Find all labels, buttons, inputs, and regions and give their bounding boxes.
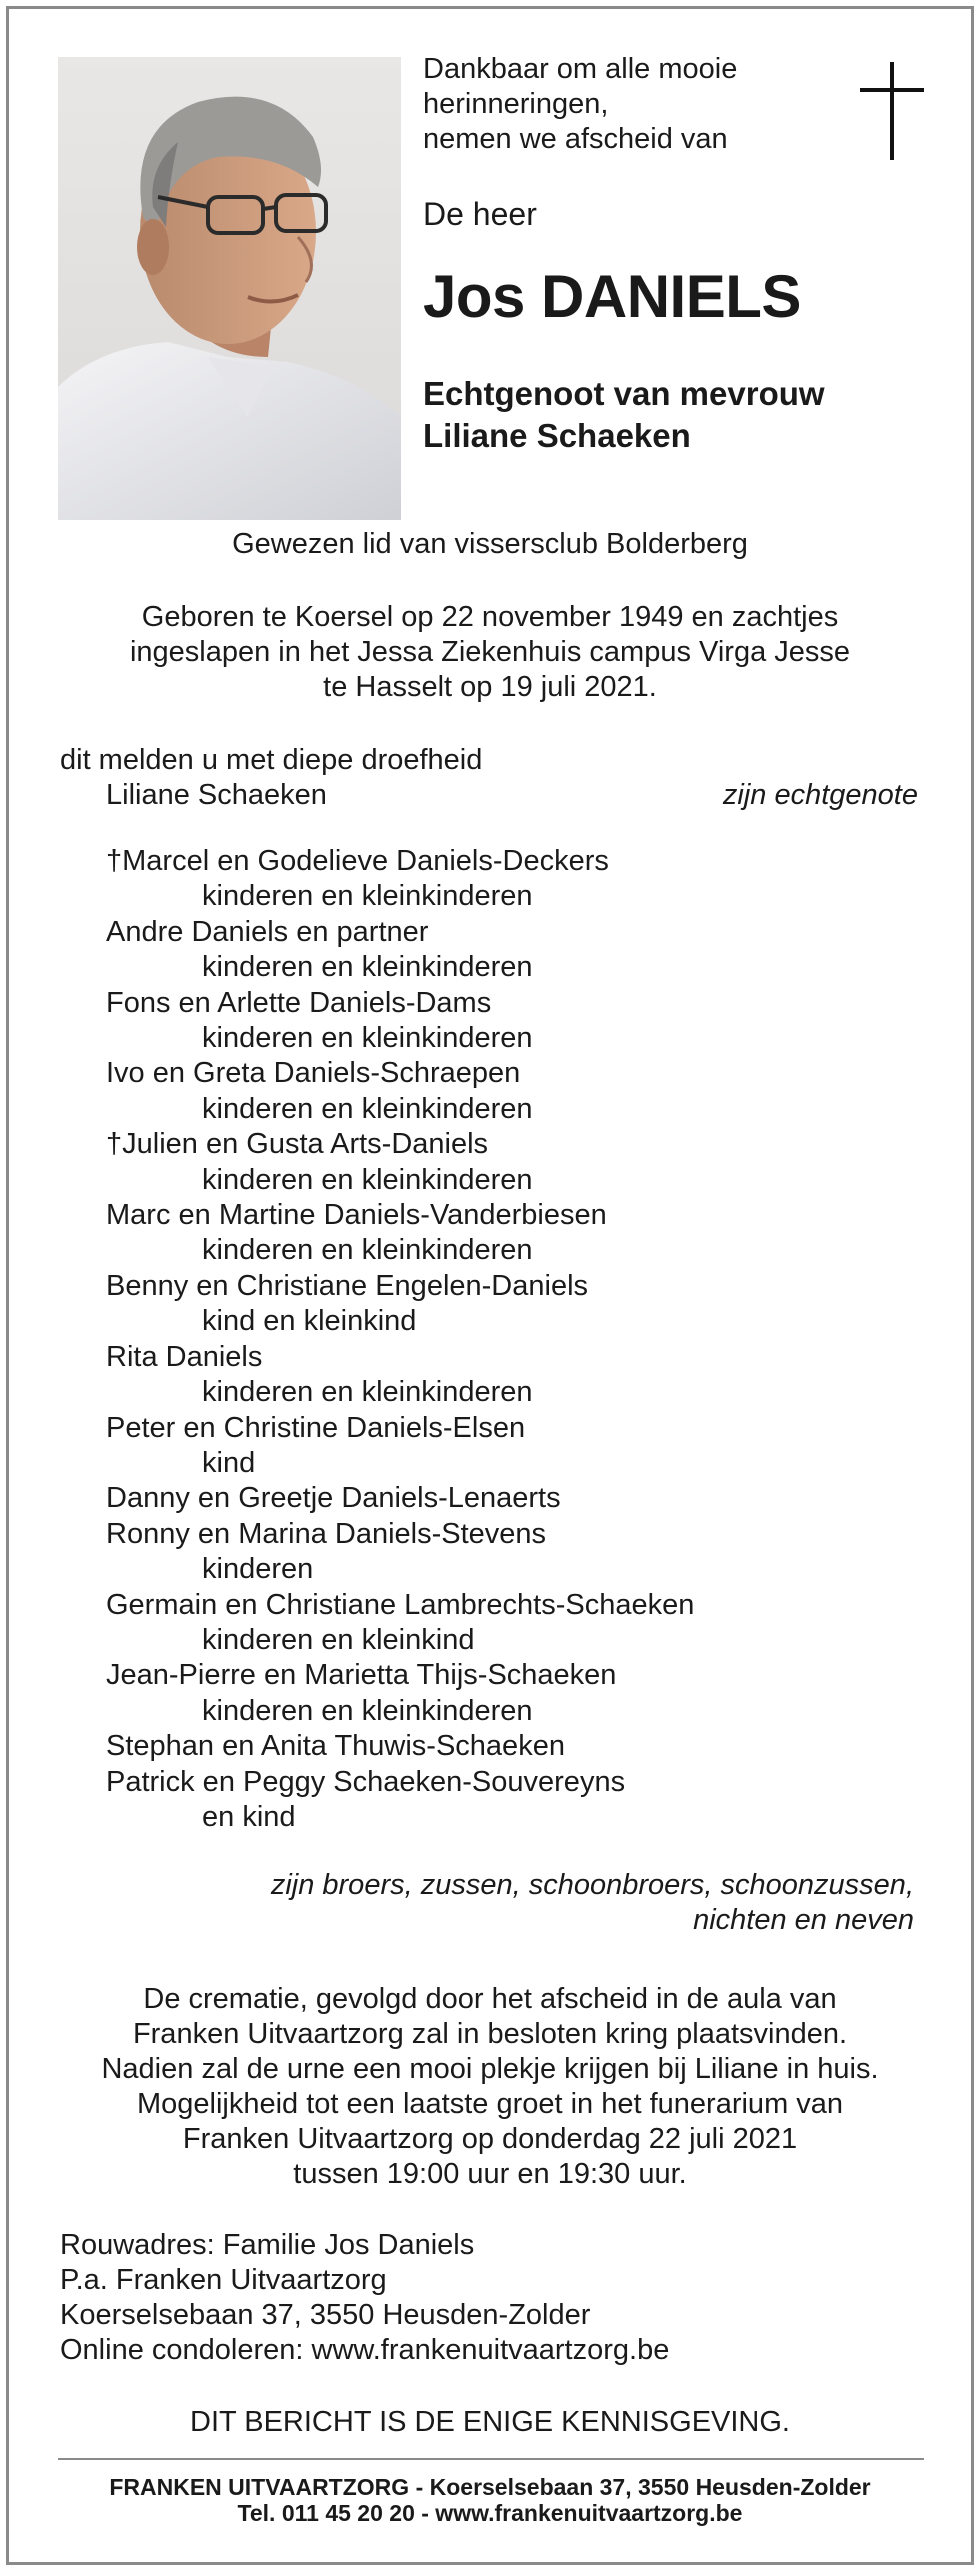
birth-info [0,600,980,705]
family-member: Ronny en Marina Daniels-Stevens [106,1517,547,1550]
address-line: Online condoleren: www.frankenuitvaartzorg.be [60,2334,670,2366]
family-member: Danny en Greetje Daniels-Lenaerts [106,1482,561,1515]
family-member: Jean-Pierre en Marietta Thijs-Schaeken [106,1659,617,1692]
relatives [271,1868,914,1938]
mourning-address [60,2228,669,2368]
portrait-illustration [58,57,401,520]
family-member-descendants: kinderen en kleinkinderen [202,1092,533,1125]
footer-line: FRANKEN UITVAARTZORG - Koerselsebaan 37, 3550 Heusden-Zolder [109,2474,871,2500]
birth-line: Geboren te Koersel op 22 november 1949 en zachtjes [141,601,839,633]
announce-intro: dit melden u met diepe droefheid [60,744,483,776]
ceremony-line: tussen 19:00 uur en 19:30 uur. [293,2158,687,2190]
address-line: Rouwadres: Familie Jos Daniels [60,2229,475,2261]
family-member: Andre Daniels en partner [106,915,429,948]
footer-divider [58,2458,924,2460]
ceremony-line: De crematie, gevolgd door het afscheid in de aula van [143,1983,837,2015]
announce-spouse: Liliane Schaeken [106,779,327,811]
family-member: Ivo en Greta Daniels-Schraepen [106,1057,521,1090]
portrait-photo [58,57,401,520]
family-list [106,844,694,1835]
notice-text: DIT BERICHT IS DE ENIGE KENNISGEVING. [190,2406,790,2438]
membership-text: Gewezen lid van vissersclub Bolderberg [232,528,748,560]
intro-line: nemen we afscheid van [423,123,728,155]
ceremony-line: Franken Uitvaartzorg zal in besloten kring plaatsvinden. [132,2018,848,2050]
family-member-descendants: kinderen en kleinkinderen [202,1163,533,1196]
ceremony-line: Nadien zal de urne een mooi plekje krijgen bij Liliane in huis. [101,2053,879,2085]
family-member: Fons en Arlette Daniels-Dams [106,986,492,1019]
family-member-descendants: kinderen en kleinkinderen [202,1694,533,1727]
relatives-line: nichten en neven [693,1904,914,1936]
announce-spouse-role: zijn echtgenote [722,779,918,811]
family-member-descendants: en kind [202,1800,296,1833]
address-line: Koerselsebaan 37, 3550 Heusden-Zolder [60,2299,591,2331]
family-member-descendants: kind [202,1446,256,1479]
spouse-line: Liliane Schaeken [423,417,691,454]
family-member: †Julien en Gusta Arts-Daniels [106,1128,489,1161]
spouse-line: Echtgenoot van mevrouw [423,375,825,412]
ceremony-info [0,1982,980,2192]
family-member: Rita Daniels [106,1340,263,1373]
ceremony-line: Franken Uitvaartzorg op donderdag 22 juli 2021 [182,2123,798,2155]
family-member: Stephan en Anita Thuwis-Schaeken [106,1730,565,1763]
family-member-descendants: kind en kleinkind [202,1305,417,1338]
family-member: Marc en Martine Daniels-Vanderbiesen [106,1199,607,1232]
footer [0,2474,980,2526]
address-line: P.a. Franken Uitvaartzorg [60,2264,387,2296]
family-member-descendants: kinderen [202,1553,314,1586]
title-prefix: De heer [423,196,537,232]
family-member-descendants: kinderen en kleinkinderen [202,951,533,984]
family-member-descendants: kinderen en kleinkinderen [202,1234,533,1267]
family-member-descendants: kinderen en kleinkinderen [202,1376,533,1409]
ceremony-line: Mogelijkheid tot een laatste groet in het funerarium van [136,2088,844,2120]
footer-line: Tel. 011 45 20 20 - www.frankenuitvaartzorg.be [237,2500,743,2526]
birth-line: te Hasselt op 19 juli 2021. [323,671,657,703]
cross-icon [860,62,924,160]
family-member: Peter en Christine Daniels-Elsen [106,1411,526,1444]
family-member-descendants: kinderen en kleinkinderen [202,880,533,913]
relatives-line: zijn broers, zussen, schoonbroers, schoonzussen, [270,1869,914,1901]
intro-text [423,52,737,157]
spouse-info [423,373,825,457]
family-member: Germain en Christiane Lambrechts-Schaeken [106,1588,695,1621]
family-member: Benny en Christiane Engelen-Daniels [106,1269,589,1302]
family-member-descendants: kinderen en kleinkinderen [202,1022,533,1055]
family-member: Patrick en Peggy Schaeken-Souvereyns [106,1765,626,1798]
family-member-descendants: kinderen en kleinkind [202,1623,475,1656]
deceased-name: Jos DANIELS [423,263,801,330]
intro-line: Dankbaar om alle mooie [423,53,738,85]
birth-line: ingeslapen in het Jessa Ziekenhuis campus Virga Jesse [129,636,851,668]
intro-line: herinneringen, [423,88,609,120]
family-member: †Marcel en Godelieve Daniels-Deckers [106,845,609,877]
